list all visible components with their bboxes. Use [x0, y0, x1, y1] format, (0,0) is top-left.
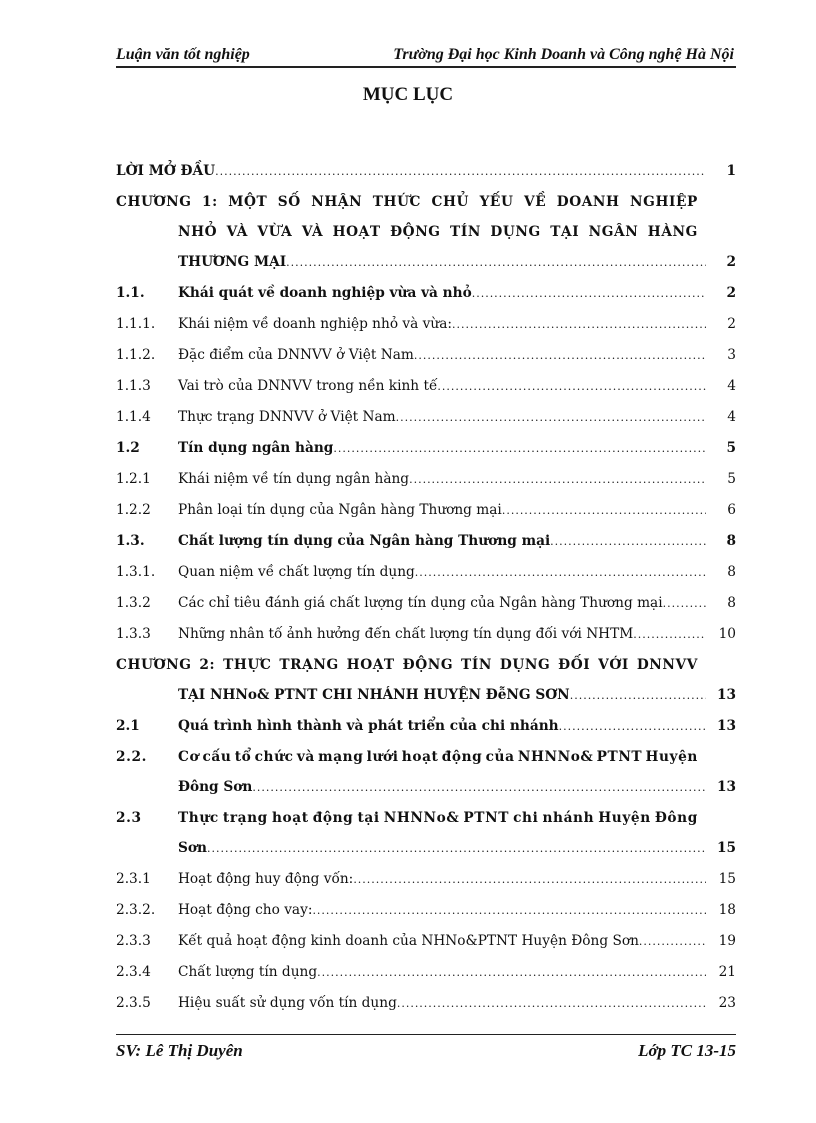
toc-entry-text: Quan niệm về chất lượng tín dụng — [178, 564, 415, 580]
toc-entry-2-2[interactable] — [116, 742, 736, 803]
header-right: Trường Đại học Kinh Doanh và Công nghệ Hà Nội — [393, 46, 734, 63]
title-word: VỚI — [598, 657, 629, 673]
title-word: nhánh — [542, 810, 595, 826]
title-word: Đông — [654, 810, 698, 826]
toc-section-number: 1.3.3 — [116, 626, 151, 642]
toc-section-number: 2.3.1 — [116, 871, 151, 887]
title-word: động — [441, 749, 483, 765]
title-word: VỀ — [523, 194, 547, 210]
toc-page-number: 5 — [726, 440, 736, 456]
toc-entry-1-2[interactable] — [116, 433, 736, 464]
toc-page-number: 2 — [726, 285, 736, 301]
title-word: Cơ — [178, 749, 200, 765]
toc-section-number: 2.1 — [116, 718, 140, 734]
toc-page-number: 4 — [727, 378, 736, 394]
toc-section-number: 2.3.5 — [116, 995, 151, 1011]
toc-entry-2-3-5[interactable] — [116, 988, 736, 1019]
title-word: CHƯƠNG — [116, 194, 192, 210]
toc-page-number: 23 — [718, 995, 736, 1011]
toc-page-number: 13 — [716, 779, 736, 795]
toc-entry-chapter-2[interactable] — [116, 650, 736, 711]
chapter-1-title-line-2 — [116, 217, 698, 247]
title-word: của — [485, 749, 515, 765]
toc-entry-1-1-1[interactable] — [116, 309, 736, 340]
title-word: NHNNo& — [383, 810, 460, 826]
toc-entry-2-3-2[interactable] — [116, 895, 736, 926]
title-word: PTNT — [463, 810, 509, 826]
title-word: Huyện — [598, 810, 651, 826]
toc-page-number: 2 — [727, 316, 736, 332]
toc-page-number: 8 — [727, 595, 736, 611]
footer-class: Lớp TC 13-15 — [638, 1041, 736, 1060]
toc-section-number: 1.2.1 — [116, 471, 151, 487]
toc-section-number: 1.3.2 — [116, 595, 151, 611]
title-word: SỐ — [277, 194, 301, 210]
title-word: VÀ — [226, 224, 248, 240]
title-word: THỰC — [223, 657, 272, 673]
header-left: Luận văn tốt nghiệp — [116, 46, 250, 63]
toc-entry-text: Khái quát về doanh nghiệp vừa và nhỏ — [178, 285, 472, 301]
title-word: tại — [357, 810, 380, 826]
toc-entry-text: Đặc điểm của DNNVV ở Việt Nam — [178, 347, 414, 363]
toc-entry-2-3-4[interactable] — [116, 957, 736, 988]
toc-entry-text-line-2: Sơn — [178, 840, 207, 856]
toc-entry-1-3[interactable] — [116, 526, 736, 557]
toc-entry-text: Kết quả hoạt động kinh doanh của NHNo&PTNT Huyện Đông Sơn — [178, 933, 639, 949]
toc-entry-2-3-1[interactable] — [116, 864, 736, 895]
toc-section-number: 1.2 — [116, 440, 140, 456]
toc-entry-text: Tín dụng ngân hàng — [178, 440, 334, 456]
title-word: tổ — [234, 749, 252, 765]
page-footer — [116, 1034, 736, 1061]
title-word: DỤNG — [490, 224, 541, 240]
title-word: hoạt — [401, 749, 439, 765]
toc-page-number: 18 — [718, 902, 736, 918]
title-word: TRẠNG — [279, 657, 339, 673]
title-word: 1: — [201, 194, 218, 210]
title-word: VỪA — [257, 224, 293, 240]
toc-entry-text-line-2: Đông Sơn — [178, 779, 253, 795]
title-word: NHNNo& — [517, 749, 594, 765]
footer-student-name: SV: Lê Thị Duyên — [116, 1041, 243, 1060]
title-word: DỤNG — [499, 657, 551, 673]
title-word: chức — [254, 749, 294, 765]
toc-section-number: 1.1.1. — [116, 316, 156, 332]
toc-page-number: 15 — [716, 840, 736, 856]
toc-entry-text: Quá trình hình thành và phát triển của chi nhánh — [178, 718, 559, 734]
title-word: HÀNG — [647, 224, 698, 240]
title-word: chi — [513, 810, 539, 826]
title-word: THỨC — [372, 194, 422, 210]
title-word: CHƯƠNG — [116, 657, 192, 673]
toc-page-number: 8 — [727, 564, 736, 580]
table-of-contents — [116, 156, 736, 1019]
title-word: mạng — [318, 749, 364, 765]
toc-entry-text: Khái niệm về tín dụng ngân hàng — [178, 471, 410, 487]
title-word: 2: — [199, 657, 216, 673]
toc-entry-2-1[interactable] — [116, 711, 736, 742]
page-title: MỤC LỤC — [362, 84, 454, 105]
title-word: ĐỐI — [558, 657, 591, 673]
title-word: TÍN — [450, 224, 481, 240]
toc-entry-text: Khái niệm về doanh nghiệp nhỏ và vừa: — [178, 316, 452, 332]
title-word: TÍN — [461, 657, 492, 673]
toc-entry-1-1-4[interactable] — [116, 402, 736, 433]
toc-page-number: 3 — [727, 347, 736, 363]
title-word: NHẬN — [311, 194, 363, 210]
toc-entry-1-3-2[interactable] — [116, 588, 736, 619]
title-word: NHỎ — [178, 224, 218, 240]
toc-entry-1-1-2[interactable] — [116, 340, 736, 371]
toc-entry-text: Các chỉ tiêu đánh giá chất lượng tín dụng của Ngân hàng Thương mại — [178, 595, 663, 611]
toc-page-number: 13 — [716, 718, 736, 734]
toc-section-number: 2.3.3 — [116, 933, 151, 949]
title-word: hoạt — [271, 810, 309, 826]
toc-section-number: 1.1.3 — [116, 378, 151, 394]
toc-page-number: 19 — [718, 933, 736, 949]
toc-page-number: 1 — [726, 163, 736, 179]
title-word: ĐỘNG — [390, 224, 441, 240]
toc-section-number: 2.3.4 — [116, 964, 151, 980]
toc-entry-chapter-1[interactable] — [116, 187, 736, 278]
toc-page-number: 4 — [727, 409, 736, 425]
title-word: CHỦ — [431, 194, 470, 210]
toc-page-number: 13 — [716, 687, 736, 703]
title-word: lưới — [366, 749, 399, 765]
title-word: PTNT — [596, 749, 643, 765]
toc-entry-text: Hiệu suất sử dụng vốn tín dụng — [178, 995, 397, 1011]
toc-section-number: 1.1.4 — [116, 409, 151, 425]
toc-entry-text: Chất lượng tín dụng của Ngân hàng Thương mại — [178, 533, 551, 549]
title-word: ĐỘNG — [402, 657, 454, 673]
toc-entry-text: Vai trò của DNNVV trong nền kinh tế — [178, 378, 438, 394]
title-word: trạng — [222, 810, 268, 826]
toc-page-number: 6 — [727, 502, 736, 518]
toc-page-number: 10 — [718, 626, 736, 642]
toc-entry-1-2-1[interactable] — [116, 464, 736, 495]
toc-page-number: 21 — [718, 964, 736, 980]
toc-page-number: 15 — [718, 871, 736, 887]
chapter-1-title-line-3: THƯƠNG MẠI — [178, 254, 287, 270]
title-word: MỘT — [228, 194, 268, 210]
toc-page-number: 8 — [726, 533, 736, 549]
toc-section-number: 1.1.2. — [116, 347, 156, 363]
toc-section-number: 1.3.1. — [116, 564, 156, 580]
toc-entry-text-line-1 — [178, 803, 698, 833]
page-header — [116, 44, 736, 68]
toc-entry-text: Hoạt động huy động vốn: — [178, 871, 354, 887]
title-word: NGÂN — [588, 224, 639, 240]
toc-page-number: 2 — [726, 254, 736, 270]
toc-section-number: 2.3.2. — [116, 902, 156, 918]
title-word: DOANH — [556, 194, 620, 210]
title-word: DNNVV — [636, 657, 698, 673]
toc-entry-1-3-3[interactable] — [116, 619, 736, 650]
title-word: Huyện — [645, 749, 698, 765]
toc-entry-loi-mo-dau[interactable] — [116, 156, 736, 187]
toc-entry-text: Hoạt động cho vay: — [178, 902, 313, 918]
title-word: VÀ — [301, 224, 324, 240]
title-word: HOẠT — [346, 657, 395, 673]
toc-entry-1-1-3[interactable] — [116, 371, 736, 402]
toc-entry-2-3-3[interactable] — [116, 926, 736, 957]
title-word: YẾU — [479, 194, 514, 210]
toc-section-number: 2.3 — [116, 810, 142, 826]
toc-section-number: 2.2. — [116, 749, 147, 765]
title-word: Thực — [178, 810, 219, 826]
title-word: TẠI — [550, 224, 580, 240]
toc-entry-text: Thực trạng DNNVV ở Việt Nam — [178, 409, 396, 425]
toc-entry-1-2-2[interactable] — [116, 495, 736, 526]
title-word: động — [312, 810, 354, 826]
toc-entry-text-line-1 — [178, 742, 698, 772]
toc-section-number: 1.2.2 — [116, 502, 151, 518]
toc-entry-1-3-1[interactable] — [116, 557, 736, 588]
toc-entry-text: LỜI MỞ ĐẦU — [116, 163, 216, 179]
toc-section-number: 1.1. — [116, 285, 145, 301]
toc-entry-2-3[interactable] — [116, 803, 736, 864]
title-word: và — [296, 749, 315, 765]
toc-entry-text: Phân loại tín dụng của Ngân hàng Thương mại — [178, 502, 502, 518]
toc-section-number: 1.3. — [116, 533, 145, 549]
chapter-1-title-line-1 — [116, 187, 698, 217]
chapter-2-title-line-2: TẠI NHNo& PTNT CHI NHÁNH HUYỆN ĐễNG SƠN — [178, 687, 570, 703]
title-word: cấu — [202, 749, 232, 765]
title-word: HOẠT — [332, 224, 381, 240]
toc-entry-text: Những nhân tố ảnh hưởng đến chất lượng tín dụng đối với NHTM — [178, 626, 634, 642]
title-word: NGHIỆP — [630, 194, 698, 210]
toc-page-number: 5 — [727, 471, 736, 487]
toc-entry-1-1[interactable] — [116, 278, 736, 309]
chapter-2-title-line-1 — [116, 650, 698, 680]
toc-entry-text: Chất lượng tín dụng — [178, 964, 318, 980]
